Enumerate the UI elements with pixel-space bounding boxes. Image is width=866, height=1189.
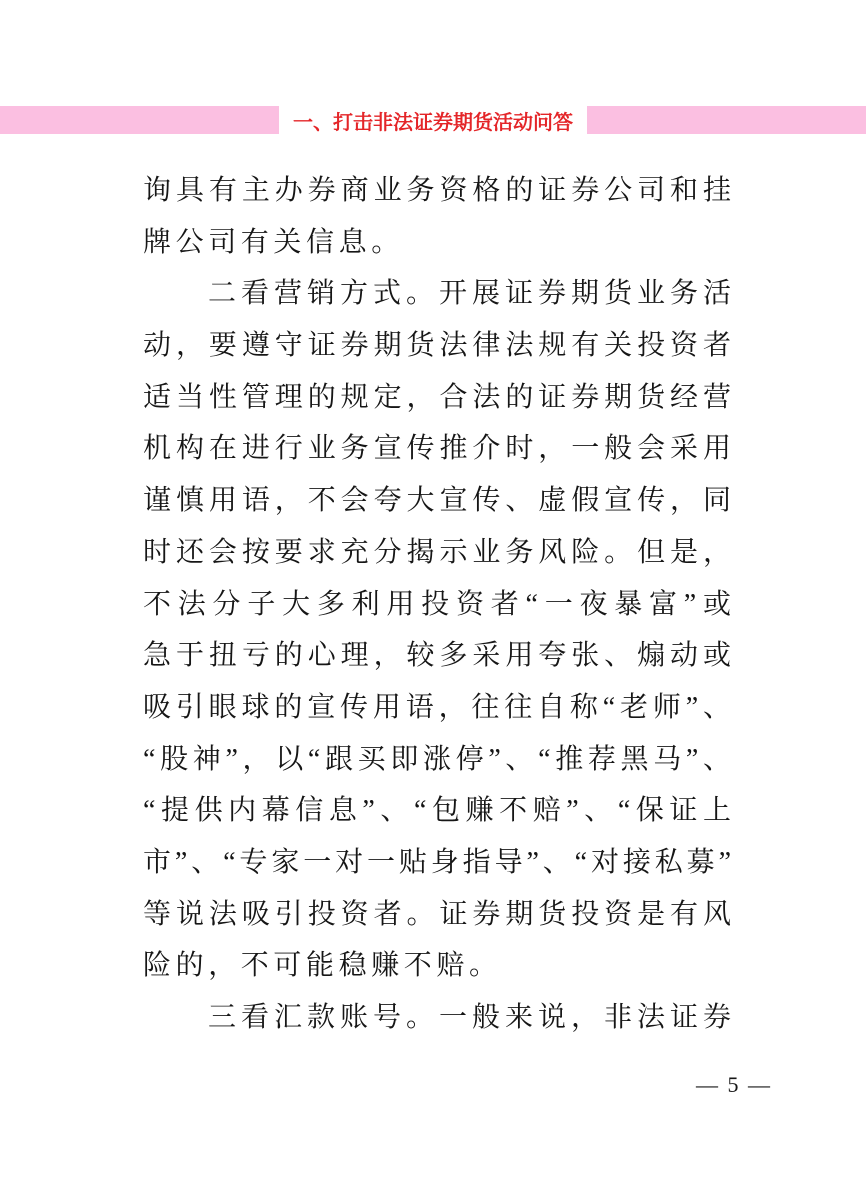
text-line: “股神”，以“跟买即涨停”、“推荐黑马”、 <box>143 743 731 775</box>
text-line: 三看汇款账号。一般来说，非法证券 <box>208 1002 731 1033</box>
text-line: 不法分子大多利用投资者“一夜暴富”或 <box>143 588 731 620</box>
body-text <box>143 165 731 1044</box>
page-number: — 5 — <box>696 1072 772 1097</box>
text-line: 险的，不可能稳赚不赔。 <box>143 950 502 982</box>
chapter-title-box <box>279 101 587 139</box>
text-line: 询具有主办券商业务资格的证券公司和挂 <box>143 175 731 206</box>
text-line: 时还会按要求充分揭示业务风险。但是， <box>143 536 731 568</box>
text-line: 等说法吸引投资者。证券期货投资是有风 <box>143 898 731 930</box>
chapter-title: 一、打击非法证券期货活动问答 <box>293 109 573 134</box>
text-line: “提供内幕信息”、“包赚不赔”、“保证上 <box>143 795 731 827</box>
text-line: 谨慎用语，不会夸大宣传、虚假宣传，同 <box>143 485 731 517</box>
text-line: 吸引眼球的宣传用语，往往自称“老师”、 <box>143 691 731 723</box>
text-line: 动，要遵守证券期货法律法规有关投资者 <box>143 330 731 362</box>
text-line: 机构在进行业务宣传推介时，一般会采用 <box>143 433 731 465</box>
text-line: 二看营销方式。开展证券期货业务活 <box>208 278 731 310</box>
text-line: 急于扭亏的心理，较多采用夸张、煽动或 <box>143 640 731 672</box>
text-line: 适当性管理的规定，合法的证券期货经营 <box>143 381 731 413</box>
text-line: 市”、“专家一对一贴身指导”、“对接私募” <box>143 846 731 878</box>
text-line: 牌公司有关信息。 <box>143 226 404 258</box>
